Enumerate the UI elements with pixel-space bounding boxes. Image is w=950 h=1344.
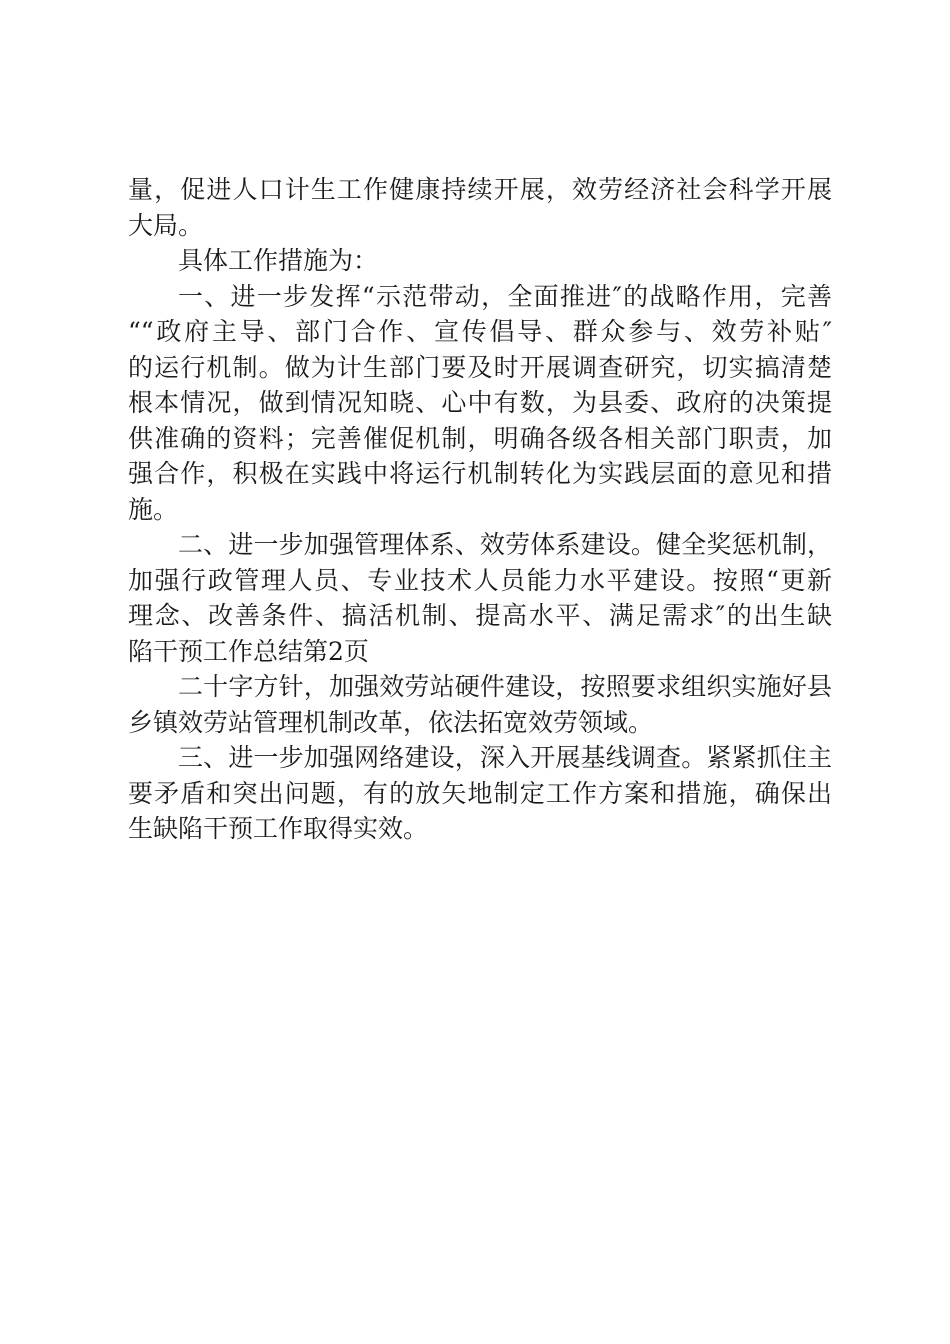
text-line: ““政府主导、部门合作、宣传倡导、群众参与、效劳补贴″ [128,317,832,346]
text-line: 强合作，积极在实践中将运行机制转化为实践层面的意见和措 [128,459,832,488]
text-line: 供准确的资料；完善催促机制，明确各级各相关部门职责，加 [128,423,832,453]
paragraph-p1 [128,172,832,243]
text-line: 施。 [128,494,179,524]
document-body [128,172,832,847]
text-line: 要矛盾和突出问题，有的放矢地制定工作方案和措施，确保出 [128,778,832,808]
text-line: 加强行政管理人员、专业技术人员能力水平建设。按照“更新 [128,565,832,595]
paragraph-p5 [128,669,832,740]
text-line: 大局。 [128,210,204,240]
text-line: 三、进一步加强网络建设，深入开展基线调查。紧紧抓住主 [178,743,832,772]
text-line: 的运行机制。做为计生部门要及时开展调查研究，切实搞清楚 [128,352,832,382]
paragraph-p2 [128,243,832,279]
text-line: 一、进一步发挥“示范带动，全面推进″的战略作用，完善 [178,281,832,311]
text-line: 生缺陷干预工作取得实效。 [128,814,429,843]
text-line: 二、进一步加强管理体系、效劳体系建设。健全奖惩机制， [178,530,832,559]
paragraph-p4 [128,527,832,669]
paragraph-p3 [128,279,832,528]
paragraph-p6 [128,740,832,847]
text-line: 根本情况，做到情况知晓、心中有数，为县委、政府的决策提 [128,388,832,417]
text-line: 乡镇效劳站管理机制改革，依法拓宽效劳领域。 [128,707,654,737]
text-line: 陷干预工作总结第2页 [128,636,369,666]
text-line: 理念、改善条件、搞活机制、提高水平、满足需求″的出生缺 [128,601,832,630]
text-line: 具体工作措施为： [178,246,379,275]
text-line: 量，促进人口计生工作健康持续开展，效劳经济社会科学开展 [128,175,832,204]
text-line: 二十字方针，加强效劳站硬件建设，按照要求组织实施好县 [178,672,832,701]
